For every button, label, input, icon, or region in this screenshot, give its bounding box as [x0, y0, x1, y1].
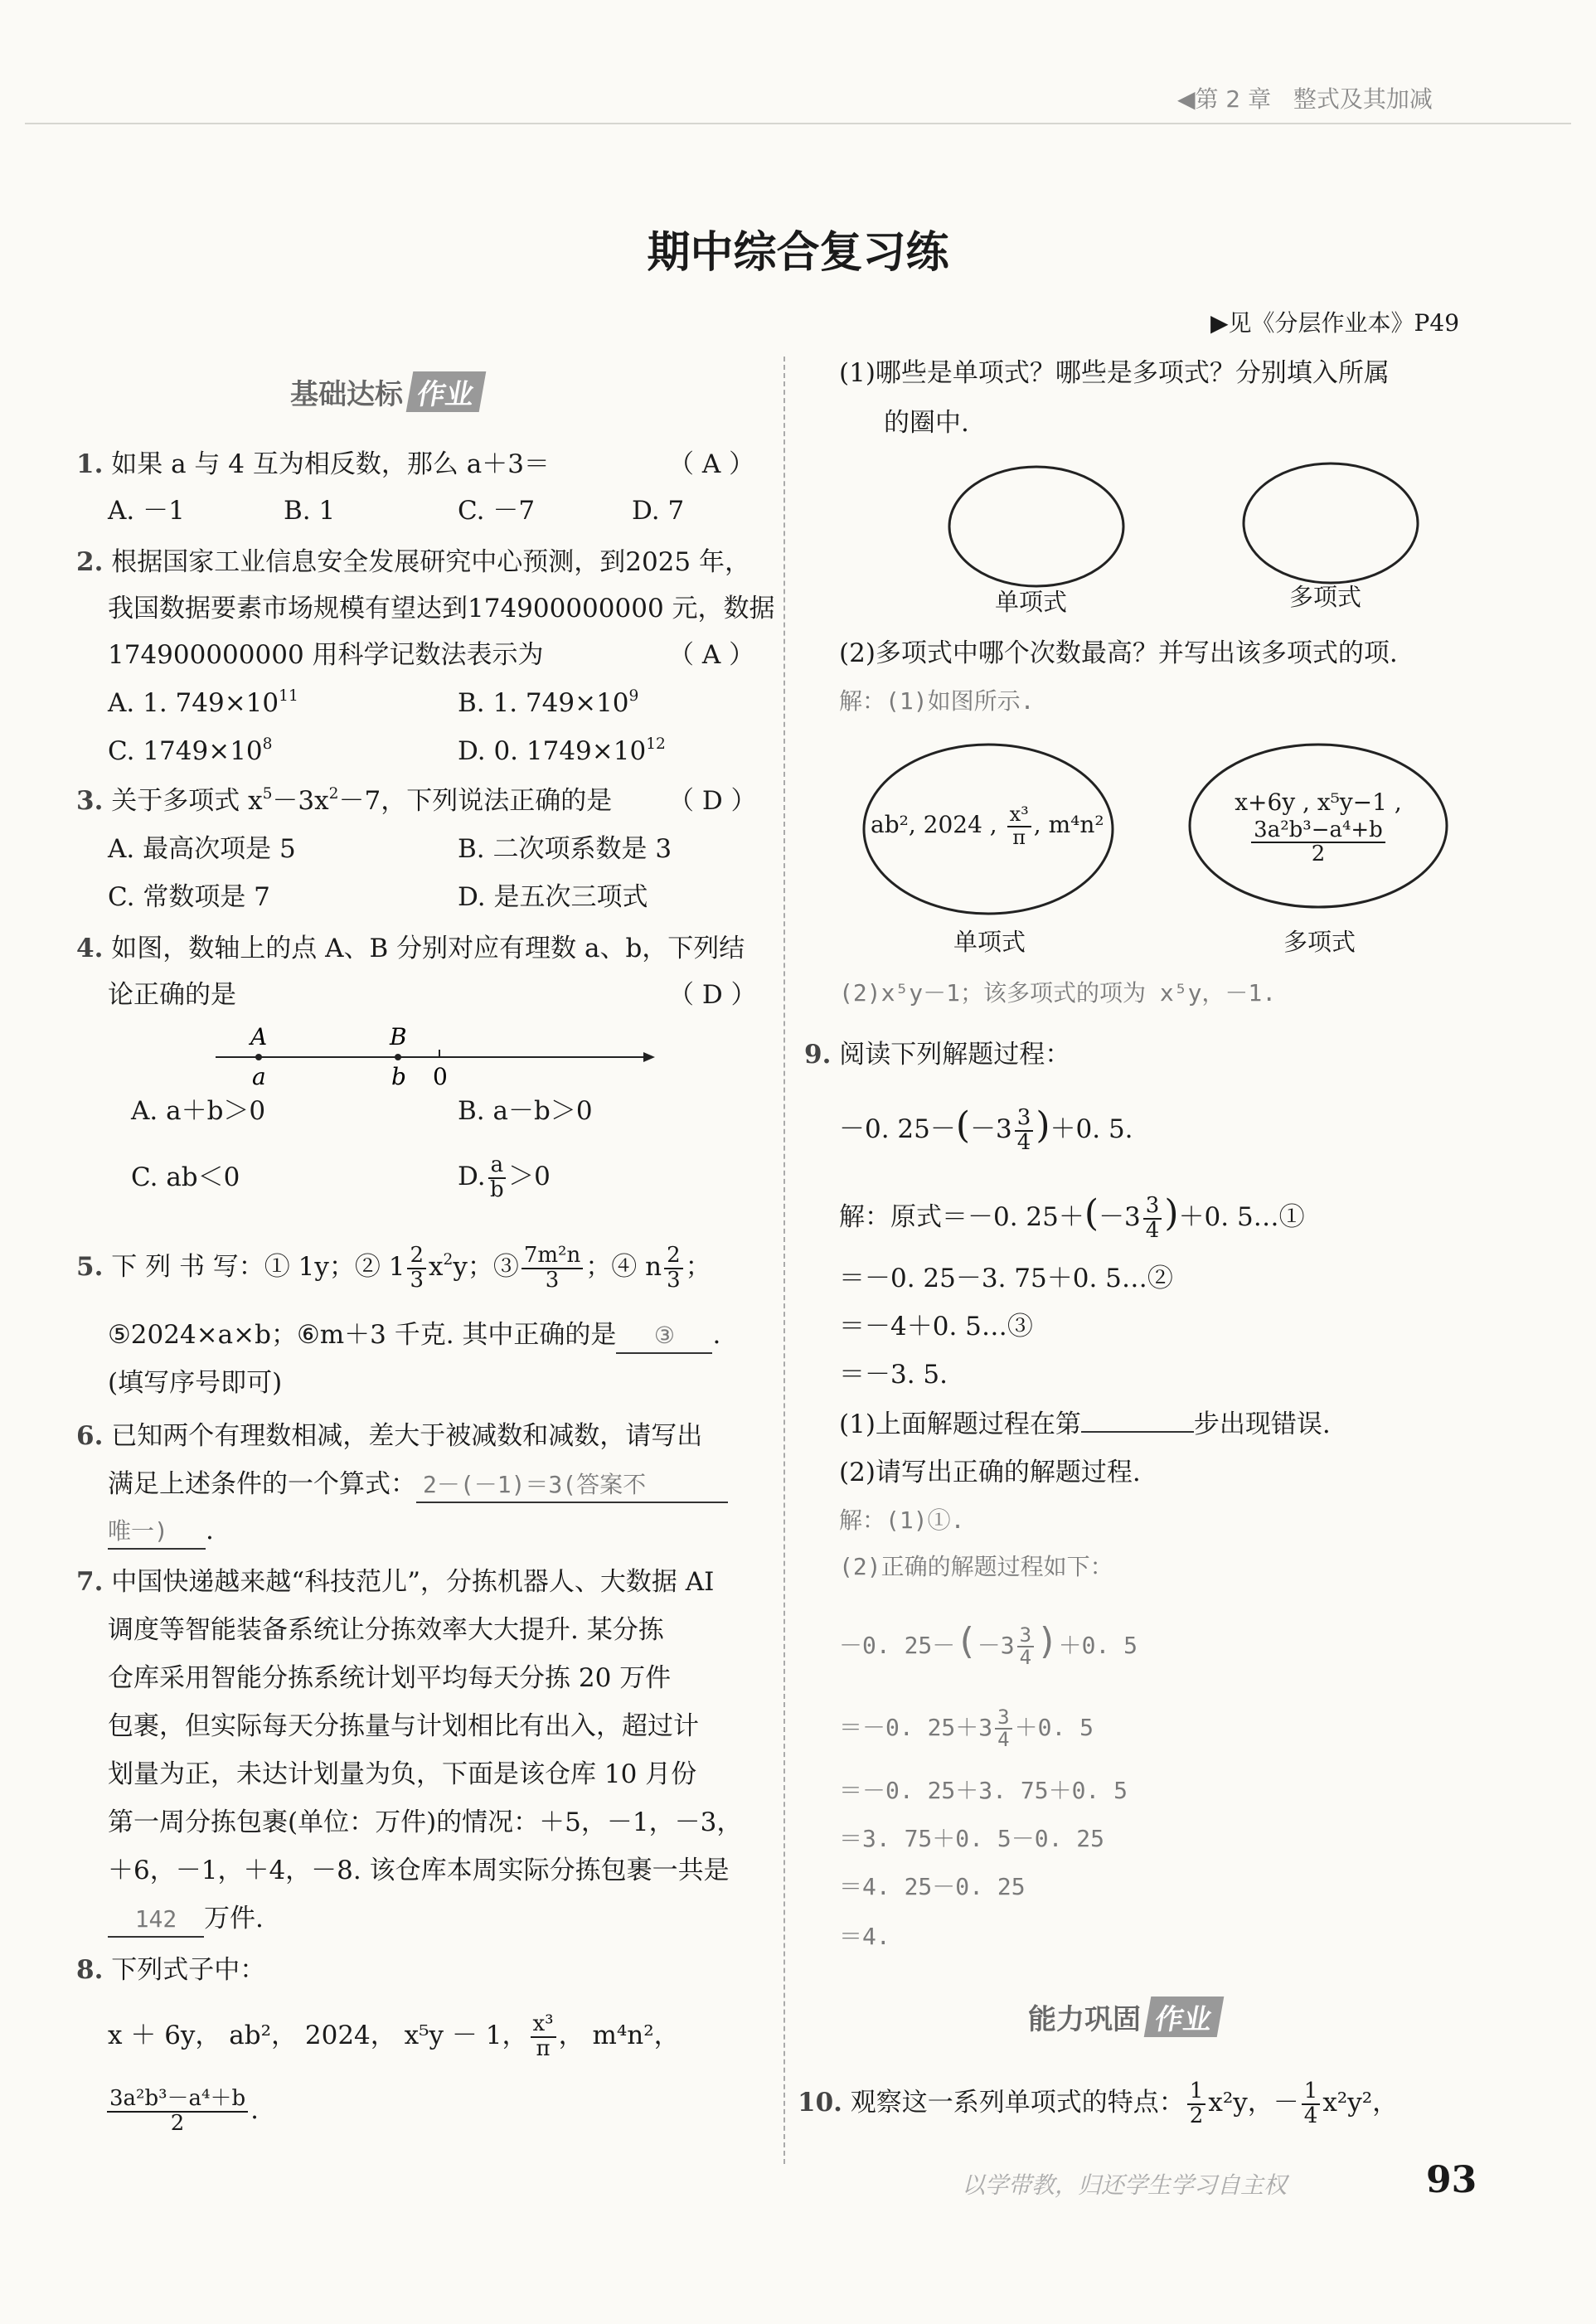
- q3-opt-d: D. 是五次三项式: [458, 882, 648, 912]
- q4-line1: 4. 如图，数轴上的点 A、B 分别对应有理数 a、b，下列结: [76, 934, 745, 963]
- q9-step-2: ＝－0. 25－3. 75＋0. 5…②: [839, 1264, 1173, 1293]
- q9-answer-1: 解：(1)①.: [839, 1506, 965, 1534]
- q2-opt-d: D. 0. $1749\times 10^{12}$: [458, 735, 666, 766]
- q4-line2: 论正确的是: [108, 980, 236, 1010]
- q8-solution-2: (2)x⁵y－1；该多项式的项为 x⁵y，－1.: [839, 979, 1277, 1007]
- q7-line3: 仓库采用智能分拣系统计划平均每天分拣 20 万件: [108, 1663, 672, 1693]
- q9-correct-step-6: ＝4.: [839, 1923, 890, 1950]
- q7-line6: 第一周分拣包裹(单位：万件)的情况：＋5，－1，－3，: [108, 1807, 743, 1837]
- q7-answer: 142: [108, 1903, 204, 1938]
- footer-slogan: 以学带教，归还学生学习自主权: [962, 2171, 1288, 2199]
- q6-line1: 6. 已知两个有理数相减，差大于被减数和减数，请写出: [76, 1421, 703, 1451]
- polynomial-label: 多项式: [1283, 928, 1356, 956]
- q7-line1: 7. 中国快递越来越“科技范儿”，分拣机器人、大数据 AI: [76, 1567, 715, 1597]
- q5-answer: ③: [616, 1319, 712, 1354]
- empty-polynomial-label: 多项式: [1289, 583, 1362, 611]
- header-divider: [25, 123, 1571, 124]
- empty-monomial-circle: [949, 467, 1123, 586]
- q2-answer: （ A ）: [668, 640, 755, 670]
- q4-opt-d: D. $\frac{a}{b}$ ＞0: [458, 1152, 551, 1202]
- q7-line2: 调度等智能装备系统让分拣效率大大提升. 某分拣: [108, 1615, 664, 1645]
- reference-note: ▶见《分层作业本》P49: [1210, 309, 1460, 337]
- chapter-label: ◀第 2 章 整式及其加减: [1177, 85, 1433, 113]
- q2-opt-a: A. 1. $749\times 10^{11}$: [108, 687, 298, 718]
- q5-line2: ⑤2024×a×b；⑥m＋3 千克. 其中正确的是 ③ .: [108, 1318, 720, 1354]
- number-line-arrow: [643, 1052, 655, 1062]
- q9-q2: (2)请写出正确的解题过程.: [839, 1458, 1141, 1487]
- empty-monomial-label: 单项式: [995, 588, 1068, 616]
- q10-stem: 10. 观察这一系列单项式的特点： $\frac{1}{2}$ x²y，－ $\frac{1}{4}$ x²y²，: [798, 2079, 1399, 2128]
- q1-opt-d: D. 7: [632, 496, 685, 526]
- q7-line5: 划量为正，未达计划量为负，下面是该仓库 10 月份: [108, 1759, 697, 1789]
- q9-correct-step-4: ＝3. 75＋0. 5－0. 25: [839, 1825, 1105, 1852]
- q5-line3: (填写序号即可): [108, 1368, 283, 1398]
- q2-line1: 2. 根据国家工业信息安全发展研究中心预测，到2025 年，: [76, 547, 750, 577]
- empty-polynomial-circle: [1244, 463, 1418, 583]
- q9-q1: (1)上面解题过程在第 步出现错误.: [839, 1409, 1331, 1439]
- monomial-circle-content: ab², 2024 , $\frac{\text{x³}}{\pi}$ , m⁴n²: [871, 803, 1104, 849]
- q1-opt-b: B. 1: [284, 496, 336, 526]
- page-number: 93: [1426, 2159, 1477, 2201]
- q8-stem: 8. 下列式子中：: [76, 1955, 266, 1985]
- point-a-dot: [255, 1054, 262, 1060]
- var-b-label: b: [391, 1063, 406, 1090]
- q2-line2: 我国数据要素市场规模有望达到174900000000 元，数据: [108, 594, 775, 623]
- q3-opt-a: A. 最高次项是 5: [108, 834, 296, 864]
- column-divider: [783, 357, 785, 2164]
- q6-line3: 唯一) .: [108, 1514, 214, 1550]
- q3-answer: （ D ）: [668, 786, 757, 816]
- q9-correct-line2: ＝－0. 25＋3 $\frac{3}{4}$ ＋0. 5: [839, 1705, 1094, 1751]
- q8-sub1-line2: 的圈中.: [884, 408, 969, 438]
- q9-solution-line1: 解：原式＝－0. 25＋(－3 $\frac{3}{4}$ )＋0. 5…①: [839, 1192, 1305, 1243]
- q4-opt-c: C. ab＜0: [131, 1162, 240, 1192]
- q3-opt-c: C. 常数项是 7: [108, 882, 270, 912]
- q3-opt-b: B. 二次项系数是 3: [458, 834, 672, 864]
- q8-expression: x ＋ 6y， ab²， 2024， x⁵y － 1， $\frac{\text{x³}}{\pi}$ ， m⁴n²，: [108, 2011, 680, 2061]
- q1-stem: 1. 如果 a 与 4 互为相反数，那么 a＋3＝: [76, 449, 550, 479]
- q1-opt-c: C. －7: [458, 496, 536, 526]
- q5-line1: 5. 下 列 书 写：① 1y；② 1 $\frac{2}{3}$ $x^2y$；③ $\frac{\text{7m²n}}{3}$ ；④ n $\frac{2}{3}$ ；: [76, 1243, 711, 1293]
- q8-sub2: (2)多项式中哪个次数最高？并写出该多项式的项.: [839, 638, 1398, 668]
- number-line-diagram: [199, 1020, 663, 1094]
- q9-expression: －0. 25－(－3 $\frac{3}{4}$ )＋0. 5.: [839, 1104, 1133, 1155]
- q8-expression-line2: $\frac{\text{3a²b³－a⁴＋b}}{2}$ .: [104, 2073, 259, 2147]
- q9-stem: 9. 阅读下列解题过程：: [804, 1040, 1071, 1070]
- section-ability: 能力巩固 作业: [1028, 1997, 1220, 2037]
- point-b-dot: [395, 1054, 401, 1060]
- var-a-label: a: [252, 1063, 266, 1090]
- q4-opt-b: B. a－b＞0: [458, 1096, 593, 1126]
- q7-line8: 142 万件.: [108, 1902, 264, 1938]
- q7-line4: 包裹，但实际每天分拣量与计划相比有出入，超过计: [108, 1711, 699, 1741]
- q7-line7: ＋6，－1，＋4，－8. 该仓库本周实际分拣包裹一共是: [108, 1856, 730, 1885]
- point-b-label: B: [390, 1023, 407, 1050]
- point-a-label: A: [250, 1023, 268, 1050]
- q9-answer-2-intro: (2)正确的解题过程如下：: [839, 1553, 1113, 1580]
- q2-line3: 174900000000 用科学记数法表示为: [108, 640, 544, 670]
- q2-opt-b: B. 1. $749\times 10^9$: [458, 687, 639, 718]
- q6-answer-part1: 2－(－1)＝3(答案不: [416, 1468, 728, 1503]
- q4-answer: （ D ）: [668, 980, 757, 1010]
- q8-solution-intro: 解：(1)如图所示.: [839, 687, 1035, 715]
- q6-line2: 满足上述条件的一个算式： 2－(－1)＝3(答案不: [108, 1468, 728, 1503]
- zero-label: 0: [433, 1063, 448, 1090]
- q9-step-3: ＝－4＋0. 5…③: [839, 1312, 1033, 1342]
- q4-opt-a: A. a＋b＞0: [131, 1096, 266, 1126]
- q3-stem: 3. 关于多项式 $x^5-3x^2-7$，下列说法正确的是: [76, 784, 613, 816]
- monomial-label: 单项式: [953, 928, 1026, 956]
- q1-opt-a: A. －1: [108, 496, 185, 526]
- q9-correct-step-5: ＝4. 25－0. 25: [839, 1873, 1026, 1900]
- q9-step-4: ＝－3. 5.: [839, 1360, 948, 1390]
- q9-correct-step-3: ＝－0. 25＋3. 75＋0. 5: [839, 1777, 1128, 1804]
- section-basic: 基础达标 作业: [290, 371, 483, 412]
- polynomial-circle-content: x+6y , x⁵y−1 , $\frac{\text{3a²b³−a⁴+b}}{2}$: [1235, 788, 1402, 867]
- q8-sub1-line1: (1)哪些是单项式？哪些是多项式？分别填入所属: [839, 358, 1390, 388]
- q6-answer-part2: 唯一): [108, 1515, 206, 1550]
- q1-answer: （ A ）: [668, 449, 755, 479]
- q2-opt-c: C. $1749\times 10^8$: [108, 735, 273, 766]
- q9-correct-line1: －0. 25－(－3 $\frac{3}{4}$ )＋0. 5: [839, 1620, 1138, 1669]
- page-title: 期中综合复习练: [647, 228, 949, 278]
